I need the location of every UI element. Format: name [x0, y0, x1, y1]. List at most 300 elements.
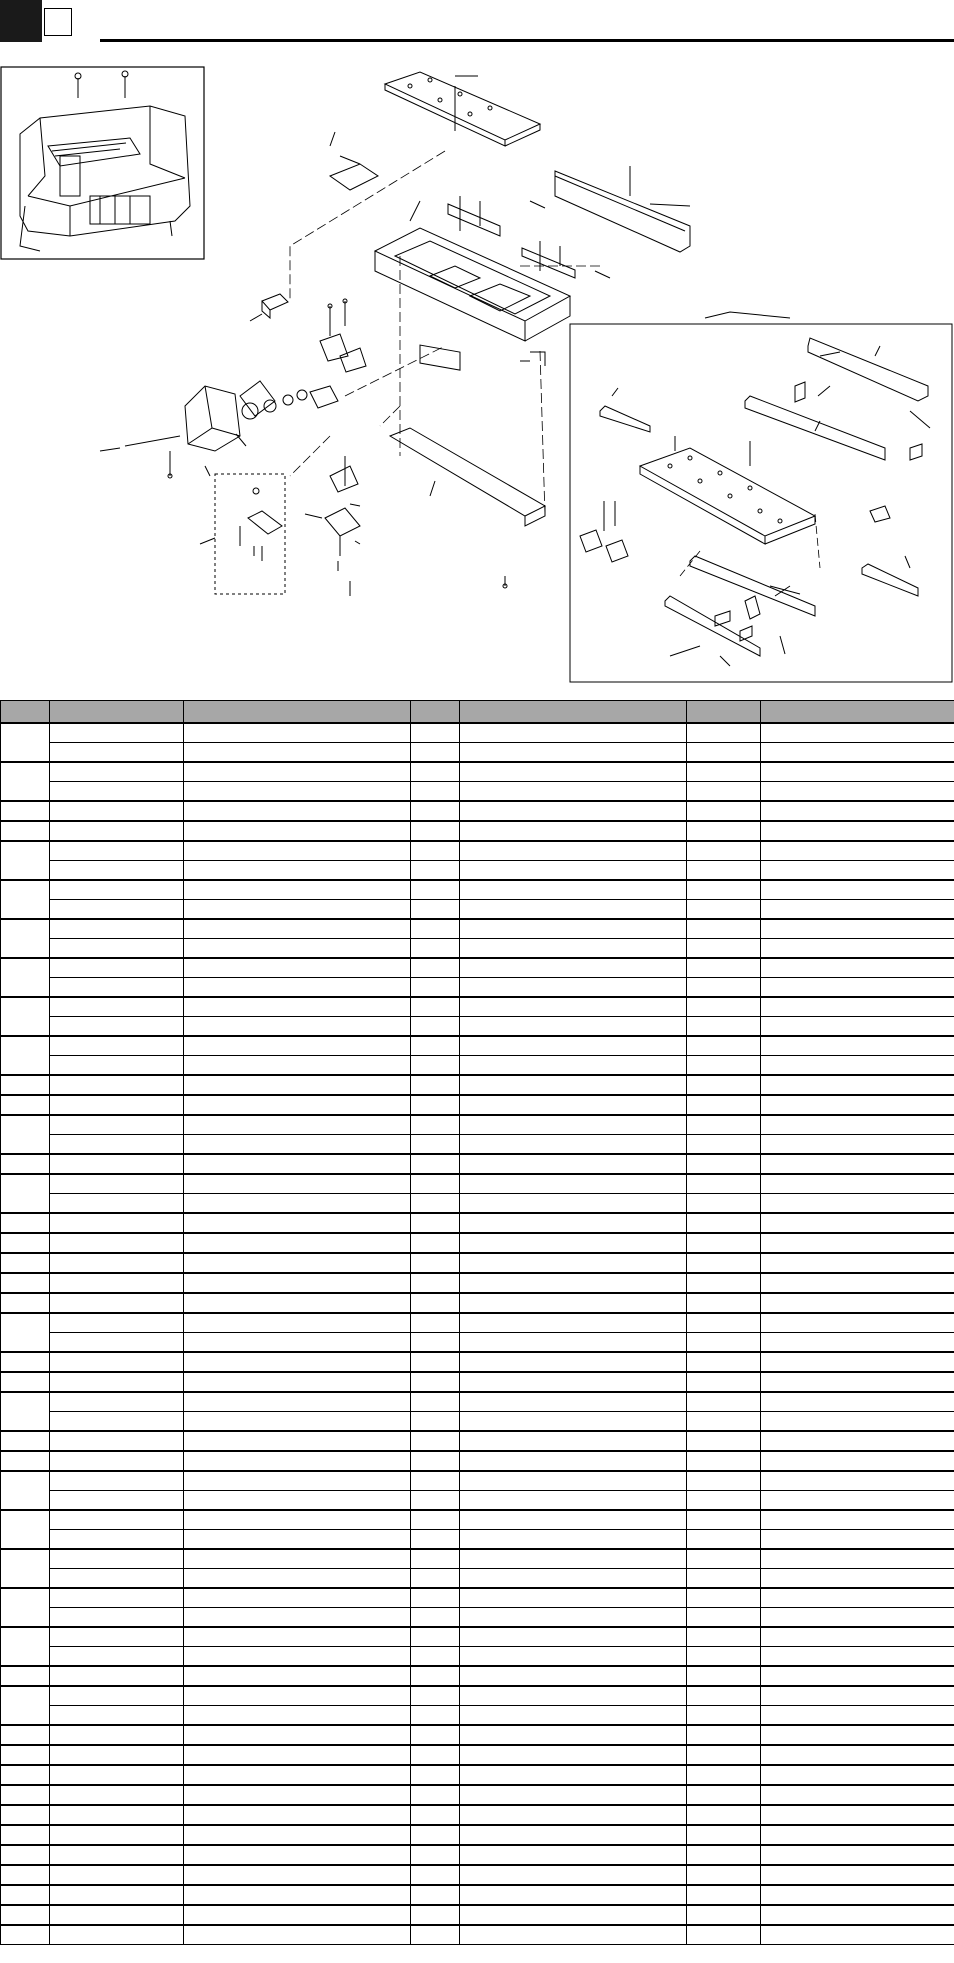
table-cell [50, 1174, 184, 1194]
table-cell [184, 1471, 411, 1491]
table-cell [50, 900, 184, 920]
table-cell [184, 1825, 411, 1845]
table-cell [411, 1686, 460, 1706]
table-cell [411, 1194, 460, 1214]
table-cell [50, 841, 184, 861]
table-cell [50, 723, 184, 743]
table-cell [411, 1154, 460, 1174]
table-row [1, 1530, 954, 1550]
table-cell [184, 821, 411, 841]
table-cell [687, 997, 761, 1017]
table-row [1, 1017, 954, 1037]
table-cell [761, 1825, 954, 1845]
table-cell [1, 1451, 50, 1471]
table-cell [460, 1825, 687, 1845]
table-cell [460, 1154, 687, 1174]
table-cell [184, 1845, 411, 1865]
table-cell [1, 1313, 50, 1352]
table-row [1, 743, 954, 763]
table-cell [411, 1115, 460, 1135]
table-cell [460, 1036, 687, 1056]
table-cell [184, 1647, 411, 1667]
table-row [1, 1825, 954, 1845]
table-cell [1, 1865, 50, 1885]
table-cell [1, 1075, 50, 1095]
table-cell [761, 821, 954, 841]
table-cell [411, 1825, 460, 1845]
section-tab-outline [44, 8, 72, 36]
table-cell [687, 1431, 761, 1451]
table-cell [411, 821, 460, 841]
table-cell [411, 1333, 460, 1353]
table-cell [761, 1925, 954, 1945]
table-cell [50, 978, 184, 998]
table-cell [460, 1510, 687, 1530]
table-row [1, 1213, 954, 1233]
table-cell [50, 1075, 184, 1095]
table-cell [50, 1885, 184, 1905]
table-row [1, 1510, 954, 1530]
table-cell [460, 841, 687, 861]
table-cell [1, 1925, 50, 1945]
table-cell [761, 900, 954, 920]
table-cell [50, 1154, 184, 1174]
table-cell [687, 1530, 761, 1550]
table-cell [50, 1233, 184, 1253]
table-cell [687, 1569, 761, 1589]
table-cell [411, 1233, 460, 1253]
table-cell [761, 1174, 954, 1194]
table-cell [411, 1530, 460, 1550]
table-row [1, 1925, 954, 1945]
table-cell [411, 801, 460, 821]
table-row [1, 1805, 954, 1825]
machine-overview-inset [1, 67, 204, 259]
table-cell [761, 841, 954, 861]
table-cell [687, 1865, 761, 1885]
table-cell [761, 1805, 954, 1825]
table-row [1, 1174, 954, 1194]
table-cell [411, 1785, 460, 1805]
table-cell [50, 1805, 184, 1825]
table-cell [184, 1313, 411, 1333]
table-cell [1, 997, 50, 1036]
table-cell [761, 978, 954, 998]
table-cell [687, 1745, 761, 1765]
table-cell [50, 1925, 184, 1945]
table-row [1, 1233, 954, 1253]
table-cell [761, 1333, 954, 1353]
table-cell [460, 1313, 687, 1333]
table-cell [1, 1666, 50, 1686]
table-header-row [1, 701, 954, 724]
table-cell [1, 880, 50, 919]
table-cell [50, 958, 184, 978]
table-cell [50, 1253, 184, 1273]
table-cell [761, 1352, 954, 1372]
table-cell [1, 1273, 50, 1293]
table-row [1, 1785, 954, 1805]
col-header-part-no [50, 701, 184, 724]
table-cell [460, 762, 687, 782]
table-cell [1, 1036, 50, 1075]
table-row [1, 939, 954, 959]
table-cell [761, 1785, 954, 1805]
table-row [1, 1194, 954, 1214]
table-cell [184, 1273, 411, 1293]
table-row [1, 1745, 954, 1765]
table-row [1, 1706, 954, 1726]
table-row [1, 1686, 954, 1706]
table-cell [460, 782, 687, 802]
table-cell [411, 1273, 460, 1293]
table-cell [460, 1412, 687, 1432]
table-cell [687, 762, 761, 782]
table-cell [1, 1588, 50, 1627]
table-row [1, 900, 954, 920]
table-cell [687, 1588, 761, 1608]
table-cell [687, 978, 761, 998]
table-cell [1, 841, 50, 880]
table-cell [460, 1471, 687, 1491]
table-cell [184, 1392, 411, 1412]
table-cell [184, 1765, 411, 1785]
table-cell [1, 1115, 50, 1154]
table-cell [50, 1135, 184, 1155]
table-cell [761, 1765, 954, 1785]
table-cell [761, 1056, 954, 1076]
table-cell [50, 1273, 184, 1293]
table-cell [50, 1666, 184, 1686]
table-cell [184, 900, 411, 920]
table-cell [761, 1471, 954, 1491]
table-cell [687, 1194, 761, 1214]
table-cell [687, 1666, 761, 1686]
table-cell [50, 801, 184, 821]
table-cell [411, 1056, 460, 1076]
table-cell [761, 1273, 954, 1293]
table-row [1, 1154, 954, 1174]
col-header-notes [761, 701, 954, 724]
table-cell [184, 1865, 411, 1885]
table-row [1, 1115, 954, 1135]
table-cell [50, 1765, 184, 1785]
table-cell [1, 1627, 50, 1666]
detail-inset [570, 312, 952, 682]
table-cell [761, 861, 954, 881]
col-header-no [1, 701, 50, 724]
table-row [1, 1253, 954, 1273]
table-cell [184, 1686, 411, 1706]
table-cell [50, 1549, 184, 1569]
parts-list [0, 700, 954, 1945]
table-cell [50, 1491, 184, 1511]
table-cell [761, 782, 954, 802]
table-cell [761, 1569, 954, 1589]
table-cell [761, 1686, 954, 1706]
table-row [1, 1569, 954, 1589]
table-cell [687, 1471, 761, 1491]
table-cell [460, 919, 687, 939]
table-cell [761, 1666, 954, 1686]
table-cell [50, 1785, 184, 1805]
table-cell [687, 1233, 761, 1253]
table-row [1, 1845, 954, 1865]
table-cell [687, 919, 761, 939]
table-cell [687, 1885, 761, 1905]
table-cell [761, 880, 954, 900]
table-cell [687, 1095, 761, 1115]
table-cell [50, 1471, 184, 1491]
table-cell [184, 1569, 411, 1589]
table-cell [460, 958, 687, 978]
table-cell [411, 1845, 460, 1865]
table-row [1, 1293, 954, 1313]
table-row [1, 1905, 954, 1925]
table-cell [687, 1273, 761, 1293]
table-cell [761, 1588, 954, 1608]
table-cell [1, 1725, 50, 1745]
table-cell [687, 1253, 761, 1273]
table-cell [1, 1805, 50, 1825]
table-row [1, 978, 954, 998]
table-cell [1, 1825, 50, 1845]
table-cell [411, 1885, 460, 1905]
table-cell [460, 1588, 687, 1608]
parts-table [0, 700, 954, 1945]
table-cell [687, 1785, 761, 1805]
table-cell [1, 723, 50, 762]
table-cell [460, 1451, 687, 1471]
table-row [1, 1647, 954, 1667]
table-cell [460, 1885, 687, 1905]
table-cell [761, 743, 954, 763]
table-cell [687, 1805, 761, 1825]
table-row [1, 1431, 954, 1451]
table-cell [1, 1765, 50, 1785]
table-cell [460, 1725, 687, 1745]
table-cell [411, 1805, 460, 1825]
table-cell [184, 1706, 411, 1726]
table-cell [184, 1253, 411, 1273]
table-cell [1, 1392, 50, 1431]
table-cell [184, 1174, 411, 1194]
table-row [1, 1095, 954, 1115]
table-cell [50, 1392, 184, 1412]
table-cell [184, 762, 411, 782]
table-cell [411, 1313, 460, 1333]
table-cell [411, 1510, 460, 1530]
table-cell [761, 1233, 954, 1253]
table-cell [411, 1352, 460, 1372]
table-cell [687, 1154, 761, 1174]
table-cell [184, 939, 411, 959]
table-cell [460, 861, 687, 881]
table-cell [761, 1154, 954, 1174]
table-cell [1, 1905, 50, 1925]
table-cell [761, 1905, 954, 1925]
table-cell [687, 1905, 761, 1925]
table-cell [687, 1333, 761, 1353]
table-cell [460, 743, 687, 763]
table-row [1, 762, 954, 782]
table-cell [460, 1647, 687, 1667]
table-cell [50, 1056, 184, 1076]
table-cell [411, 1253, 460, 1273]
table-cell [460, 1174, 687, 1194]
table-cell [761, 1017, 954, 1037]
table-cell [50, 997, 184, 1017]
table-cell [411, 1174, 460, 1194]
table-cell [411, 861, 460, 881]
table-cell [460, 900, 687, 920]
table-cell [761, 1706, 954, 1726]
table-cell [184, 1549, 411, 1569]
parts-table-body [1, 723, 954, 1945]
table-cell [460, 1530, 687, 1550]
table-row [1, 1765, 954, 1785]
table-cell [761, 1431, 954, 1451]
table-cell [761, 1372, 954, 1392]
table-cell [687, 1293, 761, 1313]
table-cell [687, 1075, 761, 1095]
table-cell [460, 723, 687, 743]
table-cell [460, 997, 687, 1017]
header-rule [100, 39, 954, 42]
table-cell [761, 1510, 954, 1530]
table-cell [411, 1293, 460, 1313]
table-row [1, 821, 954, 841]
table-cell [411, 1491, 460, 1511]
table-cell [411, 1925, 460, 1945]
table-cell [50, 1412, 184, 1432]
table-cell [460, 801, 687, 821]
table-cell [761, 997, 954, 1017]
table-cell [411, 1865, 460, 1885]
table-row [1, 1075, 954, 1095]
col-header-remarks [460, 701, 687, 724]
table-cell [411, 1451, 460, 1471]
table-cell [411, 880, 460, 900]
table-cell [761, 1865, 954, 1885]
table-cell [184, 1194, 411, 1214]
table-cell [50, 1569, 184, 1589]
table-cell [50, 743, 184, 763]
main-assembly [100, 72, 690, 596]
table-cell [687, 743, 761, 763]
table-cell [460, 1431, 687, 1451]
table-cell [761, 1549, 954, 1569]
table-cell [761, 1725, 954, 1745]
table-cell [411, 1549, 460, 1569]
table-cell [50, 1431, 184, 1451]
table-cell [687, 1115, 761, 1135]
table-cell [184, 958, 411, 978]
table-cell [184, 1431, 411, 1451]
table-cell [687, 1725, 761, 1745]
table-cell [50, 1745, 184, 1765]
table-cell [761, 1412, 954, 1432]
table-cell [50, 1352, 184, 1372]
table-cell [460, 1017, 687, 1037]
table-cell [687, 1549, 761, 1569]
table-row [1, 1056, 954, 1076]
table-cell [50, 1905, 184, 1925]
table-cell [761, 1845, 954, 1865]
table-cell [460, 1686, 687, 1706]
table-cell [460, 1905, 687, 1925]
table-row [1, 880, 954, 900]
table-cell [411, 997, 460, 1017]
table-cell [1, 1372, 50, 1392]
table-cell [460, 821, 687, 841]
table-cell [184, 1805, 411, 1825]
table-cell [411, 1213, 460, 1233]
table-cell [761, 1115, 954, 1135]
table-cell [460, 1392, 687, 1412]
table-cell [50, 1725, 184, 1745]
table-cell [761, 1135, 954, 1155]
table-row [1, 1491, 954, 1511]
table-cell [1, 1095, 50, 1115]
table-cell [761, 1293, 954, 1313]
table-row [1, 1372, 954, 1392]
table-cell [687, 1647, 761, 1667]
table-cell [411, 939, 460, 959]
table-cell [687, 1412, 761, 1432]
table-cell [761, 1530, 954, 1550]
table-cell [1, 1845, 50, 1865]
table-cell [184, 1627, 411, 1647]
table-cell [687, 939, 761, 959]
table-cell [411, 1608, 460, 1628]
table-cell [184, 1451, 411, 1471]
table-cell [1, 1785, 50, 1805]
table-cell [1, 1471, 50, 1510]
table-cell [50, 1647, 184, 1667]
table-cell [411, 1017, 460, 1037]
table-cell [411, 1647, 460, 1667]
table-cell [184, 978, 411, 998]
table-cell [761, 801, 954, 821]
table-cell [411, 978, 460, 998]
table-cell [50, 919, 184, 939]
table-cell [1, 801, 50, 821]
table-cell [761, 1213, 954, 1233]
table-cell [460, 1785, 687, 1805]
table-row [1, 801, 954, 821]
table-cell [184, 1075, 411, 1095]
table-cell [1, 1213, 50, 1233]
table-cell [411, 900, 460, 920]
table-cell [411, 1412, 460, 1432]
table-cell [50, 1213, 184, 1233]
table-cell [184, 1036, 411, 1056]
table-cell [411, 1725, 460, 1745]
table-cell [411, 1095, 460, 1115]
table-row [1, 1865, 954, 1885]
table-cell [411, 782, 460, 802]
table-cell [761, 1036, 954, 1056]
table-cell [1, 762, 50, 801]
table-cell [761, 1745, 954, 1765]
table-row [1, 841, 954, 861]
table-row [1, 1588, 954, 1608]
table-cell [460, 1745, 687, 1765]
table-cell [460, 1213, 687, 1233]
table-cell [184, 1095, 411, 1115]
table-cell [50, 1627, 184, 1647]
